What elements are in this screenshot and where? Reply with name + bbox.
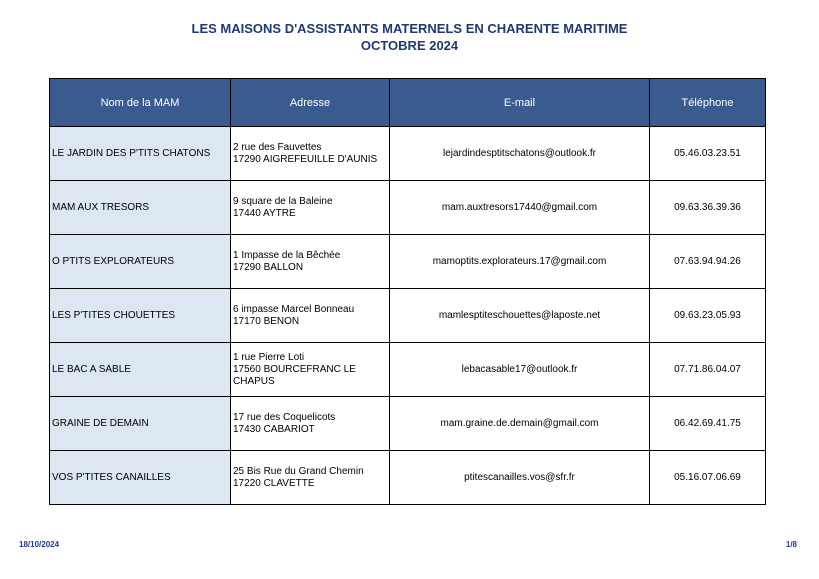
mam-address bbox=[231, 397, 390, 451]
mam-name: VOS P'TITES CANAILLES bbox=[50, 451, 231, 505]
table-row bbox=[50, 397, 766, 451]
table-row bbox=[50, 289, 766, 343]
address-city: 17290 BALLON bbox=[233, 261, 304, 273]
title-line-2: OCTOBRE 2024 bbox=[360, 38, 459, 53]
address-street: 6 impasse Marcel Bonneau bbox=[233, 303, 355, 315]
mam-email[interactable]: mam.graine.de.demain@gmail.com bbox=[390, 397, 650, 451]
address-street: 2 rue des Fauvettes bbox=[233, 141, 322, 153]
header-address: Adresse bbox=[231, 79, 390, 127]
table-row bbox=[50, 343, 766, 397]
header-name: Nom de la MAM bbox=[50, 79, 231, 127]
address-city: 17290 AIGREFEUILLE D'AUNIS bbox=[233, 153, 378, 165]
mam-phone: 09.63.36.39.36 bbox=[650, 181, 766, 235]
mam-address bbox=[231, 127, 390, 181]
address-street: 25 Bis Rue du Grand Chemin bbox=[233, 465, 364, 477]
mam-phone: 07.71.86.04.07 bbox=[650, 343, 766, 397]
mam-address bbox=[231, 451, 390, 505]
mam-table bbox=[49, 78, 766, 505]
page-title bbox=[0, 20, 819, 54]
mam-name: MAM AUX TRESORS bbox=[50, 181, 231, 235]
table-row bbox=[50, 181, 766, 235]
footer-page-number: 1/8 bbox=[785, 540, 797, 549]
mam-email[interactable]: mamoptits.explorateurs.17@gmail.com bbox=[390, 235, 650, 289]
mam-email[interactable]: lejardindesptitschatons@outlook.fr bbox=[390, 127, 650, 181]
address-city: 17220 CLAVETTE bbox=[233, 477, 315, 489]
footer-date: 18/10/2024 bbox=[19, 540, 60, 549]
table-row bbox=[50, 451, 766, 505]
mam-phone: 06.42.69.41.75 bbox=[650, 397, 766, 451]
address-city: 17430 CABARIOT bbox=[233, 423, 315, 435]
mam-phone: 07.63.94.94.26 bbox=[650, 235, 766, 289]
mam-name: LE BAC A SABLE bbox=[50, 343, 231, 397]
address-street: 1 Impasse de la Bêchée bbox=[233, 249, 341, 261]
mam-phone: 09.63.23.05.93 bbox=[650, 289, 766, 343]
mam-name: GRAINE DE DEMAIN bbox=[50, 397, 231, 451]
mam-address bbox=[231, 289, 390, 343]
table-row bbox=[50, 235, 766, 289]
address-city: 17440 AYTRE bbox=[233, 207, 296, 219]
mam-name: LES P'TITES CHOUETTES bbox=[50, 289, 231, 343]
address-street: 9 square de la Baleine bbox=[233, 195, 333, 207]
mam-phone: 05.46.03.23.51 bbox=[650, 127, 766, 181]
mam-email[interactable]: mamlesptiteschouettes@laposte.net bbox=[390, 289, 650, 343]
mam-address bbox=[231, 343, 390, 397]
mam-address bbox=[231, 181, 390, 235]
header-email: E-mail bbox=[390, 79, 650, 127]
header-phone: Téléphone bbox=[650, 79, 766, 127]
address-street: 17 rue des Coquelicots bbox=[233, 411, 336, 423]
mam-email[interactable]: ptitescanailles.vos@sfr.fr bbox=[390, 451, 650, 505]
mam-email[interactable]: mam.auxtresors17440@gmail.com bbox=[390, 181, 650, 235]
mam-phone: 05.16.07.06.69 bbox=[650, 451, 766, 505]
title-line-1: LES MAISONS D'ASSISTANTS MATERNELS EN CHARENTE MARITIME bbox=[191, 21, 628, 36]
mam-email[interactable]: lebacasable17@outlook.fr bbox=[390, 343, 650, 397]
mam-name: O PTITS EXPLORATEURS bbox=[50, 235, 231, 289]
mam-name: LE JARDIN DES P'TITS CHATONS bbox=[50, 127, 231, 181]
table-header-row bbox=[50, 79, 766, 127]
mam-address bbox=[231, 235, 390, 289]
address-city: 17560 BOURCEFRANC LE CHAPUS bbox=[233, 363, 356, 387]
address-street: 1 rue Pierre Loti bbox=[233, 351, 305, 363]
table-row bbox=[50, 127, 766, 181]
address-city: 17170 BENON bbox=[233, 315, 300, 327]
